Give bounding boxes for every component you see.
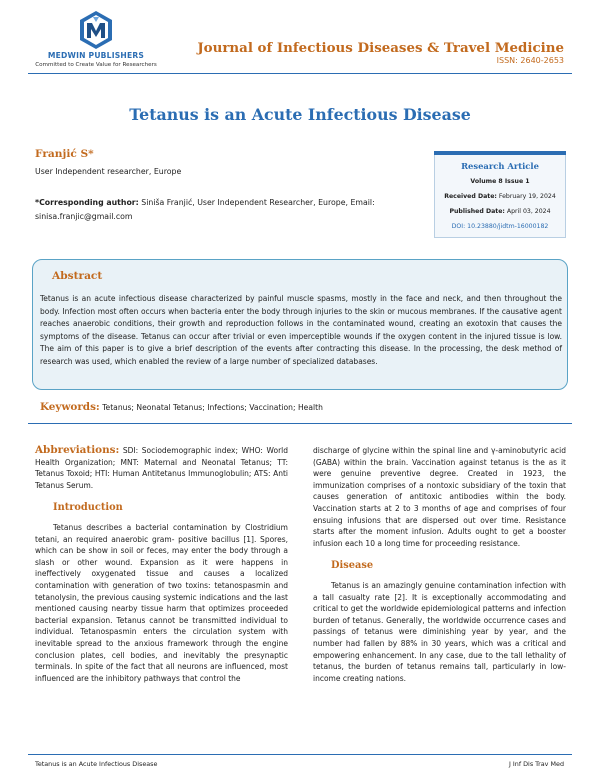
publisher-tagline: Committed to Create Value for Researchers — [35, 62, 157, 68]
introduction-continuation: discharge of glycine within the spinal line and γ-aminobutyric acid (GABA) within the brain. Vaccination against tetanus is the as it were genuine preventive degree. Created in 1923, the immunization comprises of a nontoxic subsidiary of the toxin that causes generation of antitoxic antibodies within the body. Vaccination starts at 2 to 3 months of age and comprises of four ensuing infusions that are dispersed out over time. Resistance starts after the moment infusion. Adults ought to get a booster infusion each 10 a long time for proceeding resistance. — [313, 446, 566, 548]
corresponding-label: *Corresponding author: — [35, 198, 139, 207]
introduction-heading: Introduction — [53, 502, 123, 514]
footer-divider — [28, 754, 572, 755]
info-box-header-bar — [434, 151, 566, 155]
left-column — [35, 445, 288, 684]
published-date: Published Date: April 03, 2024 — [449, 208, 551, 215]
publisher-name: MEDWIN PUBLISHERS — [47, 51, 145, 60]
medwin-logo-icon — [78, 10, 114, 50]
abstract-text: Tetanus is an acute infectious disease characterized by painful muscle spasms, mostly in the face and neck, and then throughout the body. Infection most often occurs when bacteria enter the body through injuries to the skin or mucous membranes. If the causative agent reaches anaerobic conditions, their growth and reproduction follows in the contaminated wound, creating an exotoxin that causes the symptoms of the disease. Tetanus can occur after trivial or even imperceptible wounds if the oxygen content in the injured tissue is low. The aim of this paper is to give a brief description of the events after contracting this disease. In the processing, the desk method of research was used, which enabled the review of a large number of specialized databases. — [40, 294, 562, 366]
article-type: Research Article — [461, 161, 539, 171]
abbreviations — [35, 445, 288, 491]
disease-text: Tetanus is an amazingly genuine contamination infection with a tall casualty rate [2]. It is exceptionally accommodating and critical to get the worldwide epidemiological patterns and infection burden of tetanus. Generally, the worldwide occurrence cases and passings of tetanus were diminishing year by year, and the number had fallen by 88% in 30 years, which was a critical and empowering enhancement. In any case, due to the tall lethality of tetanus, the burden of tetanus remains tall, particularly in low-income creating nations. — [313, 580, 566, 683]
keywords — [40, 401, 570, 413]
abbreviations-label: Abbreviations: — [35, 444, 120, 456]
corresponding-author — [35, 196, 435, 224]
keywords-label: Keywords: — [40, 401, 100, 413]
abstract-heading: Abstract — [52, 270, 103, 282]
right-column — [313, 445, 566, 684]
abbreviations-text: SDI: Sociodemographic index; WHO: World Health Organization; MNT: Maternal and Neonatal Tetanus; TT: Tetanus Toxoid; HTI: Human Antitetanus Immunoglobulin; ATS: Anti Tetanus Serum. — [35, 446, 288, 490]
disease-heading: Disease — [331, 560, 374, 572]
journal-title: Journal of Infectious Diseases & Travel Medicine — [197, 40, 564, 56]
introduction-text: Tetanus describes a bacterial contamination by Clostridium tetani, an required anaerobic gram- positive bacillus [1]. Spores, which can be show in soil or feces, may enter the body through a slash or other wound. Expansion as it were happens in ineffectively oxygenated tissue and causes a localized contamination with generation of two toxins: tetanospasmin and tetanolysin, the previous causing systemic indications and the last mentioned causing nearby tissue harm that optimizes proceeded bacterial expansion. Tetanus cannot be transmitted individual to individual. Tetanospasmin enters the circulation system with inevitable spread to the anxious framework through the engine conclusion plates, cell bodies, and inevitably the presynaptic terminals. In spite of the fact that all neurons are influenced, most influenced are the inhibitory pathways that control the — [35, 522, 288, 683]
corresponding-details[interactable]: Siniša Franjić, User Independent Researcher, Europe, Email: sinisa.franjic@gmail.com — [35, 198, 375, 221]
author-affiliation: User Independent researcher, Europe — [35, 167, 182, 176]
keywords-list: Tetanus; Neonatal Tetanus; Infections; Vaccination; Health — [102, 403, 323, 412]
header-divider — [28, 73, 572, 74]
received-date: Received Date: February 19, 2024 — [444, 193, 556, 200]
footer-journal-abbrev: J Inf Dis Trav Med — [508, 760, 564, 768]
keywords-divider — [28, 423, 572, 424]
footer-running-title: Tetanus is an Acute Infectious Disease — [35, 760, 158, 768]
doi-link[interactable]: DOI: 10.23880/jidtm-16000182 — [451, 223, 549, 230]
author-name: Franjić S* — [35, 148, 94, 160]
volume-issue: Volume 8 Issue 1 — [470, 178, 530, 185]
paper-title: Tetanus is an Acute Infectious Disease — [129, 105, 471, 124]
journal-issn: ISSN: 2640-2653 — [496, 56, 564, 65]
